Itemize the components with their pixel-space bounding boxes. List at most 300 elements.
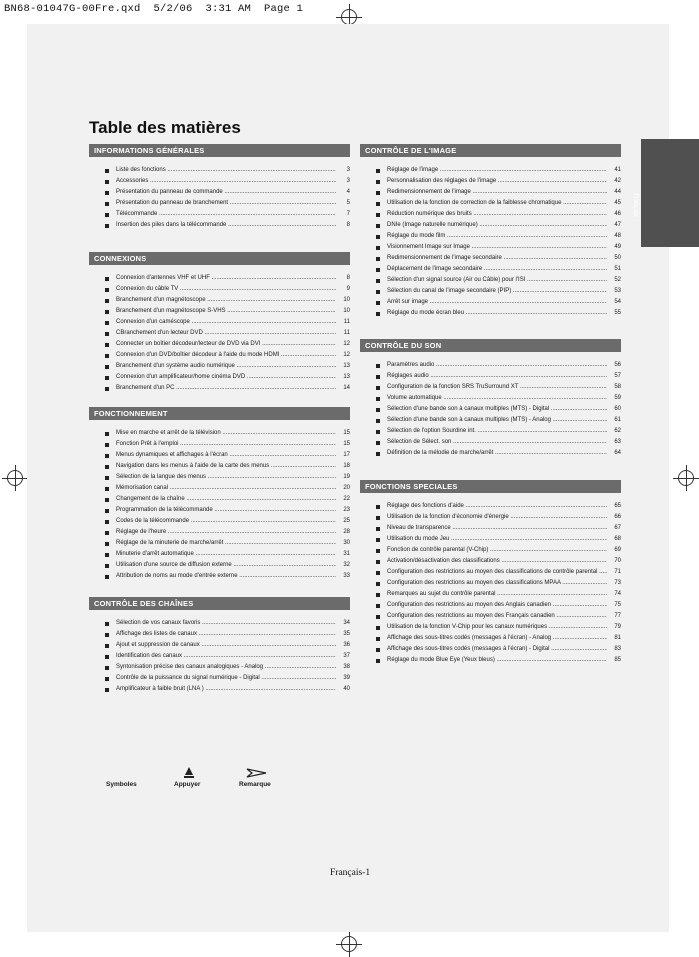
toc-item-label: Liste des fonctions ..... bbox=[116, 165, 336, 176]
toc-item bbox=[89, 284, 350, 295]
toc-item bbox=[89, 220, 350, 231]
toc-item bbox=[89, 361, 350, 372]
toc-item bbox=[360, 644, 621, 655]
toc-item-label: Connexion du câble TV ..... bbox=[116, 284, 336, 295]
toc-item bbox=[360, 308, 621, 319]
toc-item-page: 33 bbox=[343, 573, 350, 579]
page-footer: Français-1 bbox=[330, 868, 371, 878]
toc-item bbox=[89, 560, 350, 571]
toc-item-label: Identification des canaux ..... bbox=[116, 651, 336, 662]
toc-item-page: 20 bbox=[343, 485, 350, 491]
toc-item-page: 45 bbox=[614, 200, 621, 206]
toc-item bbox=[89, 549, 350, 560]
toc-item-page: 54 bbox=[614, 299, 621, 305]
section-heading: CONNEXIONS bbox=[89, 252, 350, 265]
square-bullet-icon bbox=[376, 538, 380, 542]
toc-item-label: Insertion des piles dans la télécommande ..... bbox=[116, 220, 336, 231]
toc-item bbox=[89, 428, 350, 439]
toc-item bbox=[360, 534, 621, 545]
toc-item bbox=[89, 198, 350, 209]
toc-item-label: Présentation du panneau de commande ..... bbox=[116, 187, 336, 198]
square-bullet-icon bbox=[376, 257, 380, 261]
square-bullet-icon bbox=[376, 213, 380, 217]
square-bullet-icon bbox=[105, 191, 109, 195]
square-bullet-icon bbox=[376, 191, 380, 195]
toc-item-label: Syntonisation précise des canaux analogiques - Analog ..... bbox=[116, 662, 336, 673]
toc-section bbox=[360, 480, 621, 666]
toc-item-page: 13 bbox=[343, 363, 350, 369]
toc-item bbox=[89, 618, 350, 629]
square-bullet-icon bbox=[376, 375, 380, 379]
square-bullet-icon bbox=[105, 376, 109, 380]
toc-item bbox=[360, 655, 621, 666]
toc-item-page: 48 bbox=[614, 233, 621, 239]
toc-section bbox=[89, 252, 350, 394]
square-bullet-icon bbox=[376, 604, 380, 608]
square-bullet-icon bbox=[376, 224, 380, 228]
toc-item bbox=[360, 231, 621, 242]
toc-item-list bbox=[89, 610, 350, 695]
toc-item-page: 23 bbox=[343, 507, 350, 513]
toc-item-page: 31 bbox=[343, 551, 350, 557]
toc-item bbox=[89, 339, 350, 350]
toc-item-label: Déplacement de l'image secondaire ..... bbox=[387, 264, 607, 275]
square-bullet-icon bbox=[376, 419, 380, 423]
toc-item-page: 42 bbox=[614, 178, 621, 184]
square-bullet-icon bbox=[376, 441, 380, 445]
square-bullet-icon bbox=[376, 648, 380, 652]
square-bullet-icon bbox=[105, 202, 109, 206]
toc-item-label: Réglage du mode film ..... bbox=[387, 231, 607, 242]
toc-item-page: 50 bbox=[614, 255, 621, 261]
square-bullet-icon bbox=[105, 633, 109, 637]
toc-item-label: Branchement d'un magnétoscope S-VHS ..... bbox=[116, 306, 336, 317]
toc-item bbox=[360, 426, 621, 437]
square-bullet-icon bbox=[376, 626, 380, 630]
toc-item-label: Menus dynamiques et affichages à l'écran ..... bbox=[116, 450, 336, 461]
symbols-legend bbox=[100, 762, 300, 792]
toc-item bbox=[89, 684, 350, 695]
toc-item bbox=[360, 448, 621, 459]
toc-item-page: 47 bbox=[614, 222, 621, 228]
section-heading: FONCTIONNEMENT bbox=[89, 407, 350, 420]
toc-item-page: 22 bbox=[343, 496, 350, 502]
toc-item-page: 61 bbox=[614, 417, 621, 423]
square-bullet-icon bbox=[105, 354, 109, 358]
toc-item-label: Connexion d'un DVD/boîtier décodeur à l'aide du mode HDMI ..... bbox=[116, 350, 336, 361]
toc-item-page: 64 bbox=[614, 450, 621, 456]
square-bullet-icon bbox=[376, 408, 380, 412]
square-bullet-icon bbox=[105, 509, 109, 513]
toc-item-label: Redimensionnement de l'image secondaire ..... bbox=[387, 253, 607, 264]
toc-item bbox=[360, 382, 621, 393]
note-arrow-icon bbox=[246, 767, 268, 779]
toc-item-page: 15 bbox=[343, 441, 350, 447]
toc-item bbox=[89, 505, 350, 516]
square-bullet-icon bbox=[105, 224, 109, 228]
square-bullet-icon bbox=[376, 505, 380, 509]
toc-item-page: 8 bbox=[346, 275, 350, 281]
toc-item bbox=[89, 472, 350, 483]
toc-item-page: 15 bbox=[343, 430, 350, 436]
toc-item-label: Réglage du mode Blue Eye (Yeux bleus) ..... bbox=[387, 655, 607, 666]
language-side-tab bbox=[641, 139, 699, 247]
toc-item bbox=[89, 450, 350, 461]
toc-item-label: Réglages audio ..... bbox=[387, 371, 607, 382]
toc-item-page: 73 bbox=[614, 580, 621, 586]
toc-item-label: Utilisation de la fonction V-Chip pour les canaux numériques ..... bbox=[387, 622, 607, 633]
toc-section bbox=[360, 144, 621, 319]
toc-item-label: Sélection de vos canaux favoris ..... bbox=[116, 618, 336, 629]
square-bullet-icon bbox=[105, 365, 109, 369]
toc-item-label: Sélection de l'option Sourdine int. ..... bbox=[387, 426, 607, 437]
toc-item bbox=[360, 209, 621, 220]
toc-item-label: Affichage des listes de canaux ..... bbox=[116, 629, 336, 640]
toc-item-label: Visionnement Image sur Image ..... bbox=[387, 242, 607, 253]
toc-item-label: Branchement d'un magnétoscope ..... bbox=[116, 295, 336, 306]
toc-item-page: 38 bbox=[343, 664, 350, 670]
toc-item-label: Définition de la mélodie de marche/arrêt ..... bbox=[387, 448, 607, 459]
toc-item-label: Télécommande ..... bbox=[116, 209, 336, 220]
square-bullet-icon bbox=[376, 397, 380, 401]
file-header: BN68-01047G-00Fre.qxd 5/2/06 3:31 AM Page 1 bbox=[4, 3, 304, 15]
square-bullet-icon bbox=[376, 571, 380, 575]
section-heading: CONTRÔLE DE L'IMAGE bbox=[360, 144, 621, 157]
toc-item-page: 69 bbox=[614, 547, 621, 553]
registration-mark-left bbox=[2, 465, 28, 491]
toc-item-page: 10 bbox=[343, 297, 350, 303]
toc-item-page: 34 bbox=[343, 620, 350, 626]
toc-item bbox=[89, 328, 350, 339]
toc-item-label: Réglage du mode écran bleu ..... bbox=[387, 308, 607, 319]
toc-item-page: 32 bbox=[343, 562, 350, 568]
toc-item bbox=[89, 439, 350, 450]
toc-item-page: 40 bbox=[343, 686, 350, 692]
square-bullet-icon bbox=[105, 332, 109, 336]
press-arrow-icon bbox=[183, 765, 195, 779]
square-bullet-icon bbox=[376, 593, 380, 597]
toc-item-label: Niveau de transparence ..... bbox=[387, 523, 607, 534]
square-bullet-icon bbox=[105, 575, 109, 579]
square-bullet-icon bbox=[105, 299, 109, 303]
toc-item-label: Affichage des sous-titres codés (messages à l'écran) - Analog ..... bbox=[387, 633, 607, 644]
toc-item-page: 10 bbox=[343, 308, 350, 314]
toc-item bbox=[89, 571, 350, 582]
square-bullet-icon bbox=[105, 310, 109, 314]
toc-item-label: Ajout et suppression de canaux ..... bbox=[116, 640, 336, 651]
toc-item-label: Mise en marche et arrêt de la télévision ..... bbox=[116, 428, 336, 439]
toc-item-page: 85 bbox=[614, 657, 621, 663]
toc-item-label: Réglage des fonctions d'aide ..... bbox=[387, 501, 607, 512]
toc-item-page: 81 bbox=[614, 635, 621, 641]
square-bullet-icon bbox=[105, 531, 109, 535]
toc-item bbox=[89, 306, 350, 317]
toc-item-label: Sélection d'un signal source (Air ou Câble) pour l'ISI ..... bbox=[387, 275, 607, 286]
toc-item bbox=[89, 187, 350, 198]
toc-item bbox=[89, 494, 350, 505]
toc-item-label: Réglage de l'heure ..... bbox=[116, 527, 336, 538]
toc-item-page: 65 bbox=[614, 503, 621, 509]
toc-item-page: 79 bbox=[614, 624, 621, 630]
toc-item bbox=[360, 297, 621, 308]
toc-item bbox=[89, 516, 350, 527]
toc-item bbox=[360, 523, 621, 534]
toc-item-label: Branchement d'un système audio numérique ..... bbox=[116, 361, 336, 372]
toc-item-page: 77 bbox=[614, 613, 621, 619]
section-heading: CONTRÔLE DES CHAÎNES bbox=[89, 597, 350, 610]
square-bullet-icon bbox=[105, 487, 109, 491]
toc-item-page: 39 bbox=[343, 675, 350, 681]
toc-item-label: Utilisation de la fonction de correction de la faiblesse chromatique ..... bbox=[387, 198, 607, 209]
square-bullet-icon bbox=[376, 527, 380, 531]
square-bullet-icon bbox=[105, 180, 109, 184]
toc-item bbox=[360, 275, 621, 286]
square-bullet-icon bbox=[376, 268, 380, 272]
toc-item-page: 51 bbox=[614, 266, 621, 272]
toc-item bbox=[360, 286, 621, 297]
toc-item-page: 66 bbox=[614, 514, 621, 520]
square-bullet-icon bbox=[105, 520, 109, 524]
toc-item-label: Réduction numérique des bruits ..... bbox=[387, 209, 607, 220]
toc-item-label: Connexion d'un amplificateur/home cinéma DVD ..... bbox=[116, 372, 336, 383]
toc-item-page: 9 bbox=[346, 286, 350, 292]
toc-item-label: Changement de la chaîne ..... bbox=[116, 494, 336, 505]
square-bullet-icon bbox=[105, 498, 109, 502]
toc-item-label: Arrêt sur image ..... bbox=[387, 297, 607, 308]
square-bullet-icon bbox=[105, 655, 109, 659]
square-bullet-icon bbox=[105, 622, 109, 626]
toc-item bbox=[89, 461, 350, 472]
toc-item bbox=[89, 350, 350, 361]
toc-item-label: Réglage de la minuterie de marche/arrêt ..... bbox=[116, 538, 336, 549]
square-bullet-icon bbox=[376, 430, 380, 434]
toc-item-label: Configuration de la fonction SRS TruSurround XT ..... bbox=[387, 382, 607, 393]
toc-item-page: 4 bbox=[346, 189, 350, 195]
toc-item bbox=[360, 360, 621, 371]
square-bullet-icon bbox=[105, 213, 109, 217]
toc-item-page: 52 bbox=[614, 277, 621, 283]
square-bullet-icon bbox=[105, 432, 109, 436]
toc-item-page: 14 bbox=[343, 385, 350, 391]
toc-item-label: Connecter un boîtier décodeur/lecteur de DVD via DVI ..... bbox=[116, 339, 336, 350]
toc-item bbox=[360, 253, 621, 264]
toc-item bbox=[89, 209, 350, 220]
square-bullet-icon bbox=[376, 180, 380, 184]
square-bullet-icon bbox=[105, 321, 109, 325]
toc-item-page: 5 bbox=[346, 200, 350, 206]
toc-item bbox=[89, 673, 350, 684]
toc-item-page: 53 bbox=[614, 288, 621, 294]
square-bullet-icon bbox=[105, 343, 109, 347]
toc-item-page: 35 bbox=[343, 631, 350, 637]
toc-item-label: Affichage des sous-titres codés (messages à l'écran) - Digital ..... bbox=[387, 644, 607, 655]
toc-item bbox=[360, 633, 621, 644]
toc-item-label: Sélection du canal de l'image secondaire (PIP) ..... bbox=[387, 286, 607, 297]
toc-item-label: Volume automatique ..... bbox=[387, 393, 607, 404]
square-bullet-icon bbox=[105, 443, 109, 447]
square-bullet-icon bbox=[105, 644, 109, 648]
square-bullet-icon bbox=[105, 666, 109, 670]
toc-item-page: 37 bbox=[343, 653, 350, 659]
square-bullet-icon bbox=[105, 688, 109, 692]
toc-item-label: Configuration des restrictions au moyen des classifications de contrôle parental ..... bbox=[387, 567, 607, 578]
toc-item bbox=[360, 512, 621, 523]
toc-item bbox=[89, 372, 350, 383]
square-bullet-icon bbox=[105, 564, 109, 568]
toc-item bbox=[360, 187, 621, 198]
square-bullet-icon bbox=[105, 387, 109, 391]
square-bullet-icon bbox=[376, 364, 380, 368]
toc-item-page: 63 bbox=[614, 439, 621, 445]
toc-item-page: 3 bbox=[346, 167, 350, 173]
square-bullet-icon bbox=[105, 677, 109, 681]
toc-item-list bbox=[360, 352, 621, 459]
toc-item-label: Utilisation du mode Jeu ..... bbox=[387, 534, 607, 545]
toc-section bbox=[89, 144, 350, 231]
symbols-label: Symboles bbox=[106, 781, 137, 788]
toc-item-label: Sélection de la langue des menus ..... bbox=[116, 472, 336, 483]
toc-item-label: Minuterie d'arrêt automatique ..... bbox=[116, 549, 336, 560]
square-bullet-icon bbox=[376, 312, 380, 316]
toc-item bbox=[89, 383, 350, 394]
toc-item-label: Sélection d'une bande son à canaux multiples (MTS) - Analog ..... bbox=[387, 415, 607, 426]
toc-item-label: Attribution de noms au mode d'entrée externe ..... bbox=[116, 571, 336, 582]
toc-item-label: Accessories ..... bbox=[116, 176, 336, 187]
toc-item-page: 30 bbox=[343, 540, 350, 546]
toc-item-page: 19 bbox=[343, 474, 350, 480]
toc-item bbox=[89, 295, 350, 306]
toc-item bbox=[360, 242, 621, 253]
toc-item bbox=[360, 556, 621, 567]
square-bullet-icon bbox=[105, 553, 109, 557]
toc-item bbox=[360, 545, 621, 556]
section-heading: INFORMATIONS GÉNÉRALES bbox=[89, 144, 350, 157]
toc-item-page: 74 bbox=[614, 591, 621, 597]
square-bullet-icon bbox=[376, 290, 380, 294]
square-bullet-icon bbox=[105, 542, 109, 546]
toc-item-page: 68 bbox=[614, 536, 621, 542]
square-bullet-icon bbox=[376, 235, 380, 239]
toc-item bbox=[360, 198, 621, 209]
toc-item bbox=[360, 600, 621, 611]
toc-item-label: Connexion d'un caméscope ..... bbox=[116, 317, 336, 328]
registration-mark-right bbox=[673, 465, 699, 491]
toc-item-label: Activation/désactivation des classifications ..... bbox=[387, 556, 607, 567]
toc-section bbox=[89, 407, 350, 582]
square-bullet-icon bbox=[105, 476, 109, 480]
toc-item-page: 62 bbox=[614, 428, 621, 434]
toc-item bbox=[360, 165, 621, 176]
toc-item bbox=[360, 622, 621, 633]
toc-item bbox=[89, 651, 350, 662]
toc-item-label: Fonction de contrôle parental (V-Chip) ..... bbox=[387, 545, 607, 556]
toc-item-page: 25 bbox=[343, 518, 350, 524]
toc-item-page: 58 bbox=[614, 384, 621, 390]
toc-item-label: Configuration des restrictions au moyen des Français canadien ..... bbox=[387, 611, 607, 622]
toc-item-list bbox=[89, 157, 350, 231]
section-heading: CONTRÔLE DU SON bbox=[360, 339, 621, 352]
toc-item-label: Présentation du panneau de branchement ..... bbox=[116, 198, 336, 209]
toc-item bbox=[89, 640, 350, 651]
toc-item-page: 57 bbox=[614, 373, 621, 379]
press-label: Appuyer bbox=[174, 781, 201, 788]
toc-item-page: 49 bbox=[614, 244, 621, 250]
toc-item-label: Réglage de l'image ..... bbox=[387, 165, 607, 176]
page-title: Table des matières bbox=[89, 118, 241, 137]
toc-item-page: 11 bbox=[343, 330, 350, 336]
toc-item bbox=[89, 176, 350, 187]
toc-item-list bbox=[89, 420, 350, 582]
toc-item-label: Personnalisation des réglages de l'image ..... bbox=[387, 176, 607, 187]
square-bullet-icon bbox=[376, 615, 380, 619]
toc-item-page: 41 bbox=[614, 167, 621, 173]
toc-item-page: 59 bbox=[614, 395, 621, 401]
toc-item-page: 12 bbox=[343, 341, 350, 347]
square-bullet-icon bbox=[376, 452, 380, 456]
toc-item-label: Connexion d'antennes VHF et UHF ..... bbox=[116, 273, 336, 284]
toc-section bbox=[89, 597, 350, 695]
toc-item-page: 55 bbox=[614, 310, 621, 316]
toc-item-page: 56 bbox=[614, 362, 621, 368]
square-bullet-icon bbox=[105, 465, 109, 469]
toc-item-page: 70 bbox=[614, 558, 621, 564]
note-label: Remarque bbox=[239, 781, 271, 788]
toc-item-label: DNIe (Image naturelle numérique) ..... bbox=[387, 220, 607, 231]
toc-item-page: 44 bbox=[614, 189, 621, 195]
toc-item bbox=[360, 415, 621, 426]
toc-item-page: 3 bbox=[346, 178, 350, 184]
square-bullet-icon bbox=[376, 549, 380, 553]
toc-item-label: Utilisation de la fonction d'économie d'énergie ..... bbox=[387, 512, 607, 523]
toc-item-page: 12 bbox=[343, 352, 350, 358]
toc-item-label: Redimensionnement de l'image ..... bbox=[387, 187, 607, 198]
toc-item-label: Remarques au sujet du contrôle parental ..... bbox=[387, 589, 607, 600]
square-bullet-icon bbox=[376, 279, 380, 283]
toc-item-label: Codes de la télécommande ..... bbox=[116, 516, 336, 527]
toc-item bbox=[360, 567, 621, 578]
square-bullet-icon bbox=[105, 277, 109, 281]
toc-item-page: 46 bbox=[614, 211, 621, 217]
toc-item bbox=[89, 317, 350, 328]
toc-item-label: Configuration des restrictions au moyen des Anglais canadien ..... bbox=[387, 600, 607, 611]
toc-item bbox=[360, 589, 621, 600]
toc-item-label: Configuration des restrictions au moyen des classifications MPAA ..... bbox=[387, 578, 607, 589]
square-bullet-icon bbox=[376, 659, 380, 663]
toc-item bbox=[360, 264, 621, 275]
square-bullet-icon bbox=[376, 516, 380, 520]
toc-item bbox=[360, 611, 621, 622]
square-bullet-icon bbox=[376, 582, 380, 586]
square-bullet-icon bbox=[105, 169, 109, 173]
toc-item bbox=[89, 662, 350, 673]
toc-item-label: Amplificateur à faible bruit (LNA ) ..... bbox=[116, 684, 336, 695]
square-bullet-icon bbox=[376, 637, 380, 641]
toc-item-page: 36 bbox=[343, 642, 350, 648]
toc-item-page: 11 bbox=[343, 319, 350, 325]
toc-item-list bbox=[89, 265, 350, 394]
toc-item bbox=[89, 273, 350, 284]
toc-item-label: CBranchement d'un lecteur DVD ..... bbox=[116, 328, 336, 339]
toc-item-label: Paramètres audio ..... bbox=[387, 360, 607, 371]
toc-item-label: Branchement d'un PC ..... bbox=[116, 383, 336, 394]
toc-item-page: 18 bbox=[343, 463, 350, 469]
toc-item-page: 13 bbox=[343, 374, 350, 380]
toc-item-page: 67 bbox=[614, 525, 621, 531]
square-bullet-icon bbox=[105, 288, 109, 292]
toc-item bbox=[89, 527, 350, 538]
toc-item-page: 7 bbox=[346, 211, 350, 217]
toc-item bbox=[360, 437, 621, 448]
